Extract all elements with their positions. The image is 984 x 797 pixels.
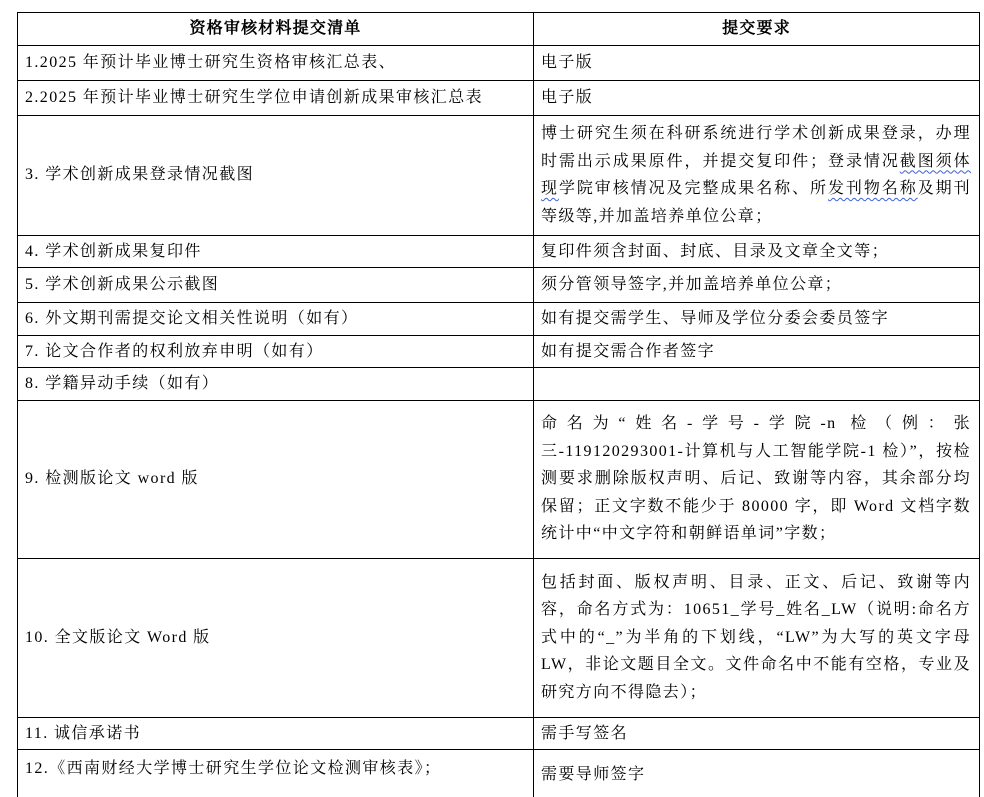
table-row-8 — [18, 368, 980, 401]
header-row — [18, 13, 980, 46]
table-row-11 — [18, 717, 980, 750]
material-cell-2: 2.2025 年预计毕业博士研究生学位申请创新成果审核汇总表 — [18, 80, 534, 115]
table-row-1 — [18, 45, 980, 80]
requirement-cell-3 — [534, 115, 980, 235]
requirement-cell-7: 如有提交需合作者签字 — [534, 335, 980, 368]
requirement-cell-11: 需手写签名 — [534, 717, 980, 750]
table-row-5 — [18, 268, 980, 303]
material-cell-12: 12.《西南财经大学博士研究生学位论文检测审核表》； — [18, 750, 534, 797]
material-cell-1: 1.2025 年预计毕业博士研究生资格审核汇总表、 — [18, 45, 534, 80]
column-header-requirements: 提交要求 — [534, 13, 980, 46]
requirement-cell-2: 电子版 — [534, 80, 980, 115]
material-cell-10: 10. 全文版论文 Word 版 — [18, 558, 534, 717]
spellcheck-wavy-underline: 截图须体现 — [541, 152, 971, 197]
table-row-6 — [18, 303, 980, 336]
table-row-2 — [18, 80, 980, 115]
requirement-cell-5: 须分管领导签字,并加盖培养单位公章； — [534, 268, 980, 303]
column-header-materials: 资格审核材料提交清单 — [18, 13, 534, 46]
material-cell-5: 5. 学术创新成果公示截图 — [18, 268, 534, 303]
requirement-cell-6: 如有提交需学生、导师及学位分委会委员签字 — [534, 303, 980, 336]
requirement-cell-4: 复印件须含封面、封底、目录及文章全文等； — [534, 235, 980, 268]
requirement-cell-9: 命名为“姓名-学号-学院-n 检（例：张三-119120293001-计算机与人工智能学院-1 检）”，按检测要求删除版权声明、后记、致谢等内容，其余部分均保留；正文字数不能少于 80000 字，即 Word 文档字数统计中“中文字符和朝鲜语单词”字数； — [534, 400, 980, 558]
material-cell-7: 7. 论文合作者的权利放弃申明（如有） — [18, 335, 534, 368]
materials-table — [17, 12, 980, 797]
requirement-cell-12: 需要导师签字 — [534, 750, 980, 797]
spellcheck-wavy-underline: 发刊物名称 — [828, 180, 918, 197]
requirement-cell-8 — [534, 368, 980, 401]
table-row-7 — [18, 335, 980, 368]
material-cell-6: 6. 外文期刊需提交论文相关性说明（如有） — [18, 303, 534, 336]
material-cell-9: 9. 检测版论文 word 版 — [18, 400, 534, 558]
material-cell-3: 3. 学术创新成果登录情况截图 — [18, 115, 534, 235]
text-segment: 及期刊等级等,并加盖培养单位公章； — [541, 180, 971, 225]
table-row-9 — [18, 400, 980, 558]
material-cell-4: 4. 学术创新成果复印件 — [18, 235, 534, 268]
table-row-10 — [18, 558, 980, 717]
table-row-3 — [18, 115, 980, 235]
requirement-cell-10: 包括封面、版权声明、目录、正文、后记、致谢等内容，命名方式为：10651_学号_姓名_LW（说明:命名方式中的“_”为半角的下划线，“LW”为大写的英文字母 LW，非论文题目全文。文件命名中不能有空格，专业及研究方向不得隐去）； — [534, 558, 980, 717]
text-segment: 博士研究生须在科研系统进行学术创新成果登录，办理时需出示成果原件，并提交复印件；登录情况 — [541, 125, 971, 170]
table-row-12 — [18, 750, 980, 797]
table-row-4 — [18, 235, 980, 268]
document-page — [0, 12, 984, 797]
material-cell-8: 8. 学籍异动手续（如有） — [18, 368, 534, 401]
text-segment: 学院审核情况及完整成果名称、所 — [558, 180, 828, 197]
material-cell-11: 11. 诚信承诺书 — [18, 717, 534, 750]
requirement-cell-1: 电子版 — [534, 45, 980, 80]
